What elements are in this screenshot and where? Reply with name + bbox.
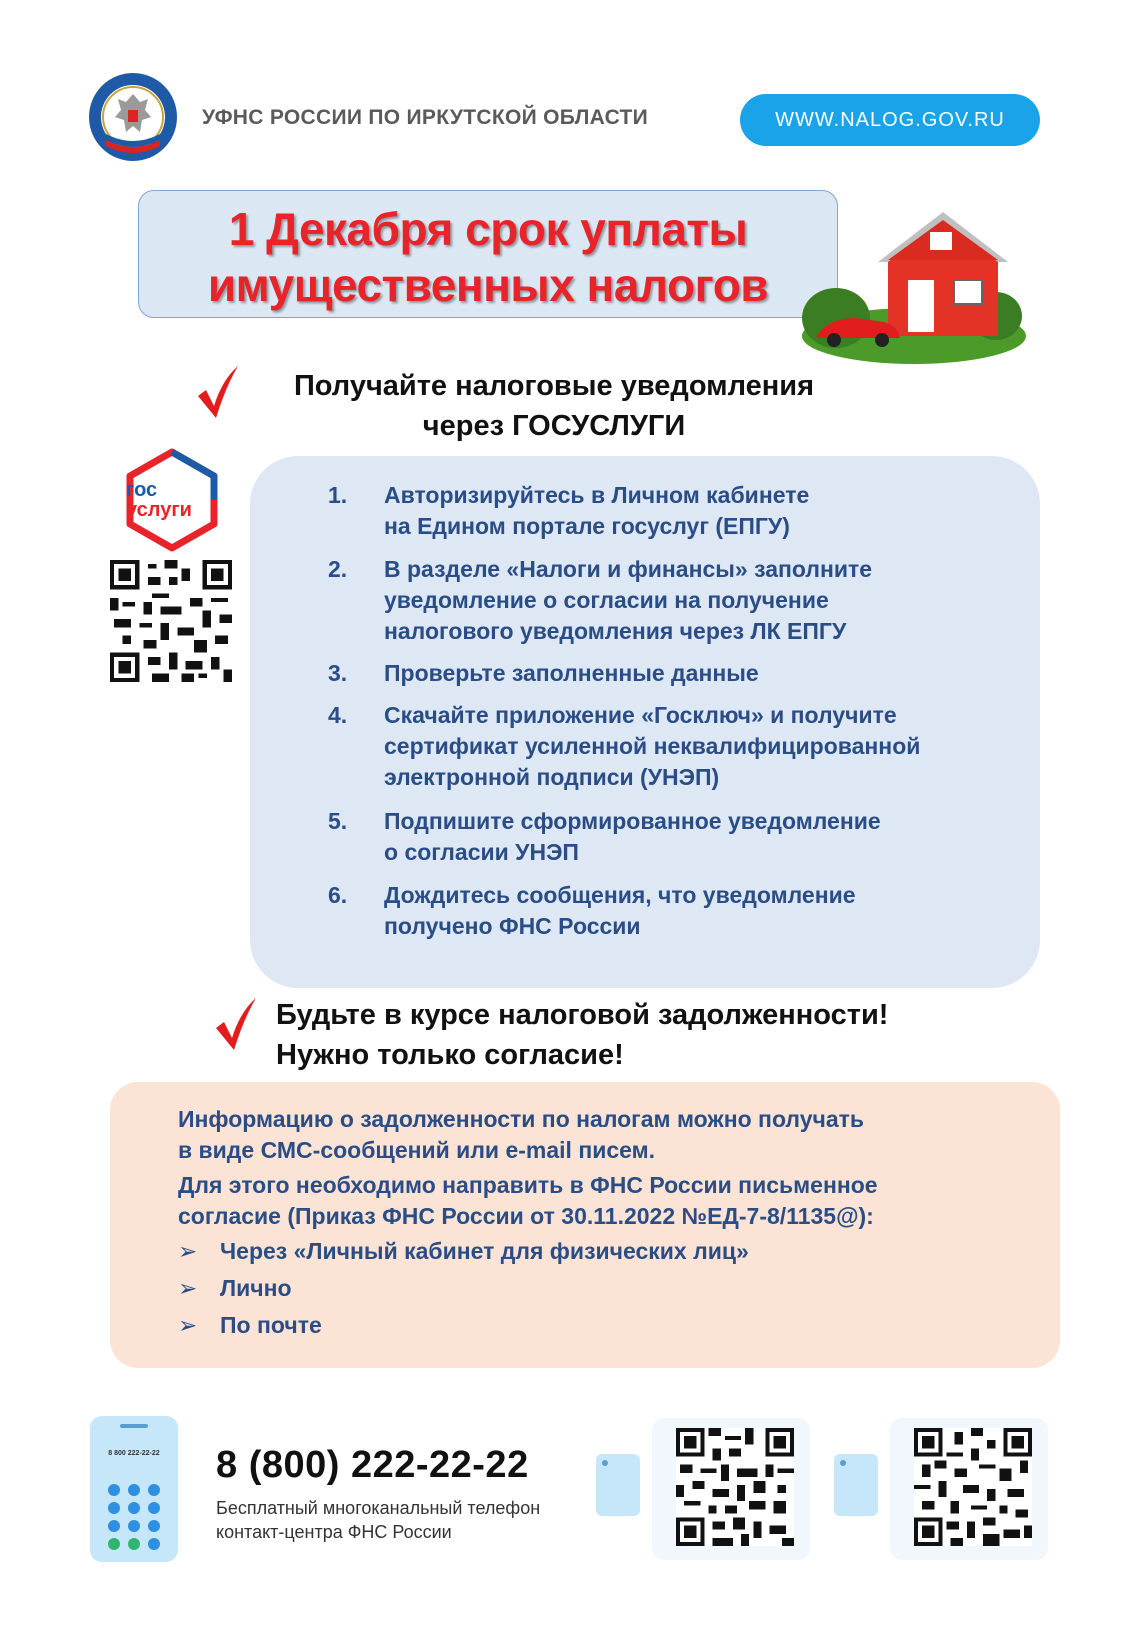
title-line-2: имущественных налогов [207, 259, 769, 311]
list-item [178, 1273, 292, 1304]
keypad-dot [108, 1538, 120, 1550]
qr-code-2[interactable] [914, 1428, 1032, 1546]
list-item [178, 1310, 322, 1341]
step-number: 6. [328, 882, 348, 908]
list-item [178, 1236, 749, 1267]
debt-info-panel [110, 1082, 1060, 1368]
gos-logo-bottom: услуги [126, 499, 192, 521]
phone-device-icon [90, 1416, 178, 1562]
keypad-dot [148, 1520, 160, 1532]
phone-tab-icon [596, 1454, 640, 1516]
qr-code-1[interactable] [676, 1428, 794, 1546]
keypad-dot [128, 1502, 140, 1514]
gos-logo-top: гос [126, 479, 158, 501]
keypad-dot [148, 1502, 160, 1514]
title-line-1: 1 Декабря срок уплаты [228, 203, 748, 255]
qr-code-gosuslugi[interactable] [110, 560, 232, 682]
steps-panel [250, 456, 1040, 988]
keypad-dot [128, 1484, 140, 1496]
hotline-number[interactable]: 8 (800) 222-22-22 [216, 1444, 529, 1486]
keypad-dot [128, 1538, 140, 1550]
title-banner [138, 190, 838, 318]
step-text: Авторизируйтесь в Личном кабинете на Едином портале госуслуг (ЕПГУ) [384, 482, 810, 539]
phone-mini-number: 8 800 222-22-22 [108, 1450, 160, 1457]
arrow-bullet-icon: ➢ [178, 1238, 198, 1264]
keypad-dot [148, 1484, 160, 1496]
arrow-bullet-icon: ➢ [178, 1312, 198, 1338]
section2-heading: Будьте в курсе налоговой задолженности! Нужно только согласие! [276, 999, 889, 1071]
step-number: 3. [328, 660, 348, 686]
step-text: Дождитесь сообщения, что уведомление получено ФНС России [384, 882, 856, 939]
bullet-text: Лично [220, 1275, 292, 1301]
bullet-text: По почте [220, 1312, 322, 1338]
step-text: Скачайте приложение «Госключ» и получите сертификат усиленной неквалифицированной электронной подписи (УНЭП) [384, 702, 921, 790]
checkmark-icon [196, 364, 240, 420]
keypad-dot [148, 1538, 160, 1550]
step-text: Подпишите сформированное уведомление о согласии УНЭП [384, 808, 881, 865]
checkmark-icon [214, 996, 258, 1052]
section1-heading-text: Получайте налоговые уведомления через ГОСУСЛУГИ [293, 370, 815, 442]
keypad-dot [128, 1520, 140, 1532]
page-title [139, 201, 837, 313]
phone-tab-icon [834, 1454, 878, 1516]
step-number: 5. [328, 808, 348, 834]
phone-speaker-bar [120, 1424, 148, 1428]
keypad-dot [108, 1520, 120, 1532]
gosuslugi-logo-icon [120, 448, 224, 552]
house-icon [796, 206, 1026, 366]
step-text: В разделе «Налоги и финансы» заполните уведомление о согласии на получение налогового уведомления через ЛК ЕПГУ [384, 556, 873, 644]
hotline-description: Бесплатный многоканальный телефон контакт-центра ФНС России [216, 1498, 541, 1542]
qr-card-2 [834, 1414, 1052, 1564]
section1-heading [254, 366, 854, 446]
step-number: 4. [328, 702, 348, 728]
fns-emblem-icon [88, 72, 178, 162]
step-number: 1. [328, 482, 348, 508]
org-name: УФНС РОССИИ ПО ИРКУТСКОЙ ОБЛАСТИ [202, 106, 649, 129]
bullet-text: Через «Личный кабинет для физических лиц» [220, 1238, 749, 1264]
website-link[interactable]: WWW.NALOG.GOV.RU [740, 94, 1040, 146]
step-number: 2. [328, 556, 348, 582]
keypad-dot [108, 1484, 120, 1496]
keypad-dot [108, 1502, 120, 1514]
step-text: Проверьте заполненные данные [384, 660, 759, 686]
arrow-bullet-icon: ➢ [178, 1275, 198, 1301]
debt-paragraph-1: Информацию о задолженности по налогам можно получать в виде СМС-сообщений или e-mail писем. [178, 1106, 865, 1163]
debt-paragraph-2: Для этого необходимо направить в ФНС России письменное согласие (Приказ ФНС России от 30.11.2022 №ЕД-7-8/1135@): [178, 1172, 878, 1229]
qr-card-1 [596, 1414, 814, 1564]
